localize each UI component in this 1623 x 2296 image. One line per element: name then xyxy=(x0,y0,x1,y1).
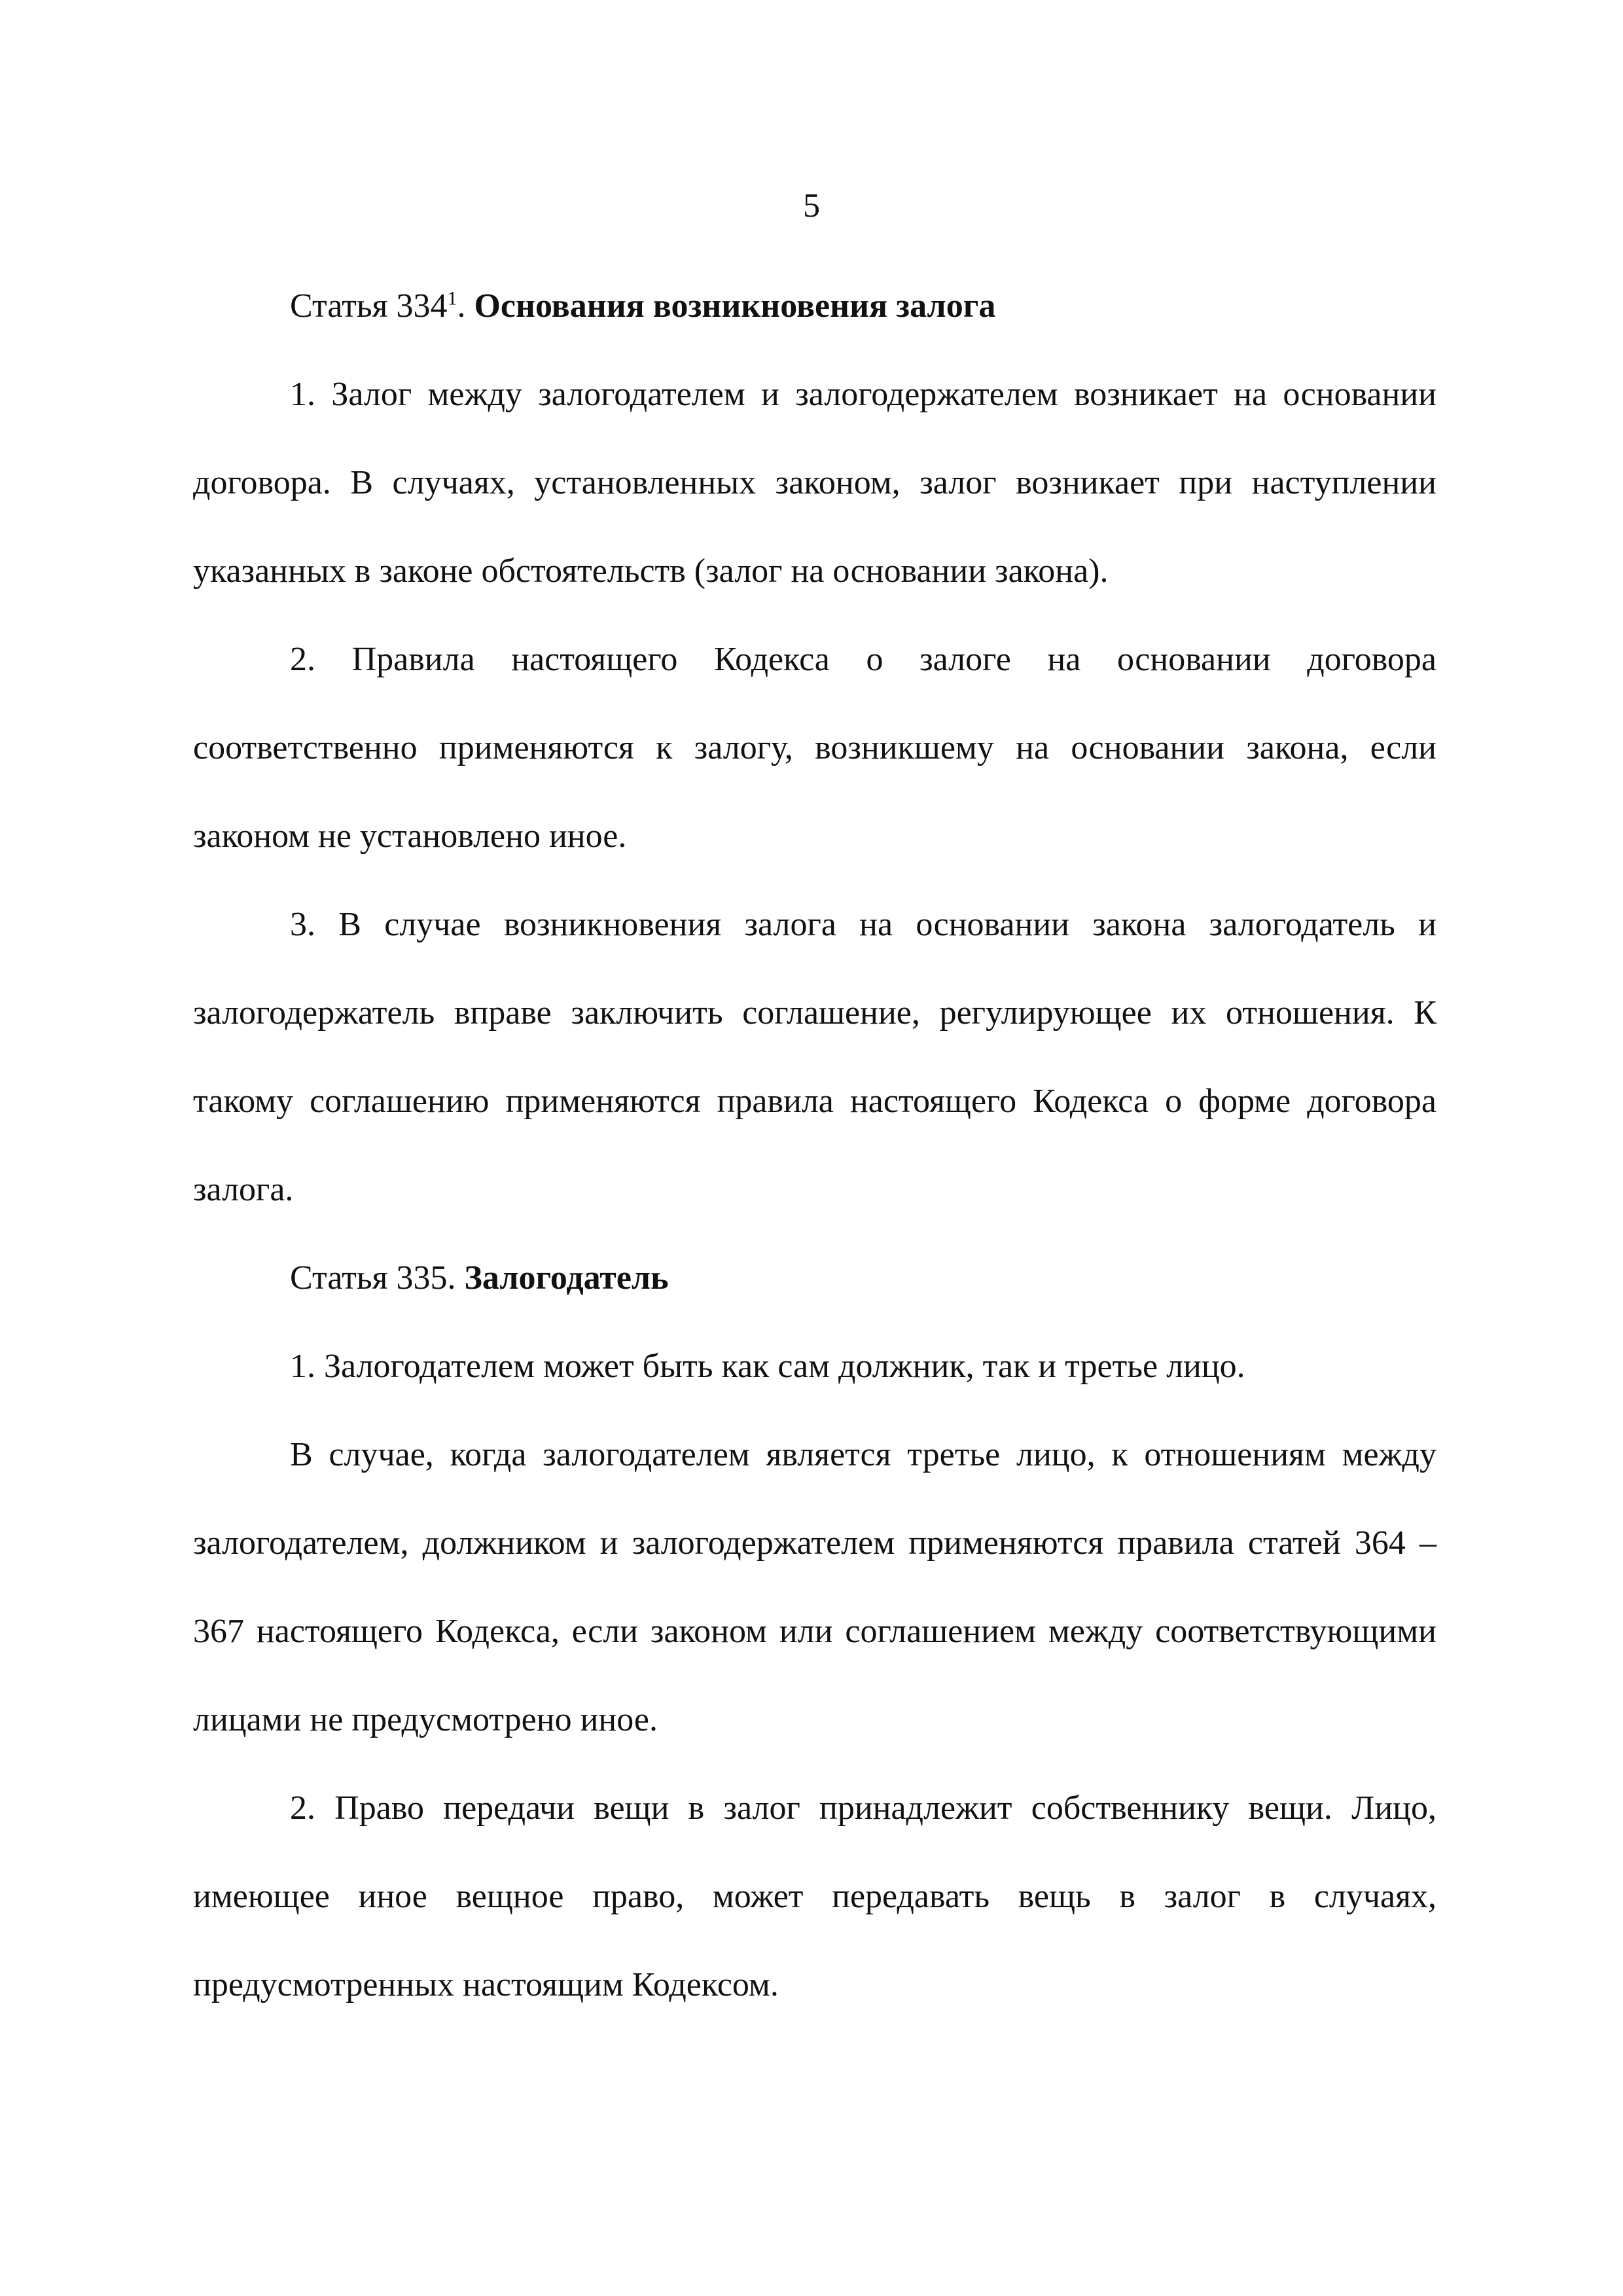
article-334-1-prefix: Статья 334 xyxy=(290,287,448,325)
article-335-prefix: Статья 335. xyxy=(290,1259,456,1297)
article-334-1-dot: . xyxy=(457,287,466,325)
article-334-1-title: Основания возникновения залога xyxy=(474,287,996,325)
article-335-paragraph-2: В случае, когда залогодателем является третье лицо, к отношениям между залогодателем, должником и залогодержателем применяются правила статей 364 – 367 настоящего Кодекса, если законом или соглашением между соответствующими лицами не предусмотрено иное. xyxy=(193,1436,1436,1738)
article-334-1-paragraph-2: 2. Правила настоящего Кодекса о залоге на основании договора соответственно применяются к залогу, возникшему на основании закона, если законом не установлено иное. xyxy=(193,641,1436,855)
article-335-heading xyxy=(193,1234,1436,1322)
page-number: 5 xyxy=(803,187,820,224)
article-335-title: Залогодатель xyxy=(464,1259,669,1297)
document-body xyxy=(193,262,1436,2029)
article-334-1-paragraph-1: 1. Залог между залогодателем и залогодержателем возникает на основании договора. В случаях, установленных законом, залог возникает при наступлении указанных в законе обстоятельств (залог на основании закона). xyxy=(193,376,1436,590)
article-334-1-paragraph-3: 3. В случае возникновения залога на основании закона залогодатель и залогодержатель вправе заключить соглашение, регулирующее их отношения. К такому соглашению применяются правила настоящего Кодекса о форме договора залога. xyxy=(193,906,1436,1208)
article-334-1-heading xyxy=(193,262,1436,350)
article-335-paragraph-1: 1. Залогодателем может быть как сам должник, так и третье лицо. xyxy=(290,1348,1245,1385)
article-334-1-superscript: 1 xyxy=(447,287,457,310)
article-335-paragraph-3: 2. Право передачи вещи в залог принадлежит собственнику вещи. Лицо, имеющее иное вещное право, может передавать вещь в залог в случаях, предусмотренных настоящим Кодексом. xyxy=(193,1789,1436,2003)
